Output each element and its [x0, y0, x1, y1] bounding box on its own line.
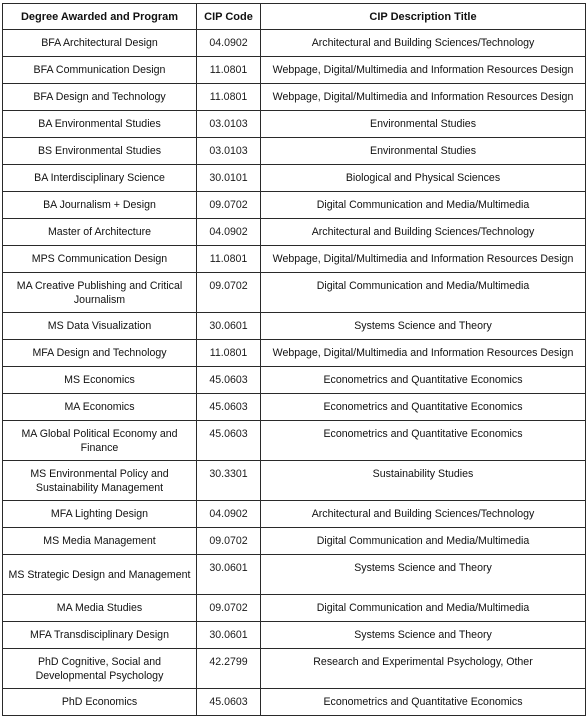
cip-code-cell: 42.2799: [197, 649, 261, 689]
table-row: [3, 57, 586, 84]
program-cell: MA Economics: [3, 394, 197, 421]
cip-title-cell: Environmental Studies: [261, 111, 586, 138]
program-cell: BFA Architectural Design: [3, 30, 197, 57]
cip-code-cell: 30.0601: [197, 555, 261, 595]
cip-code-cell: 04.0902: [197, 30, 261, 57]
cip-title-cell: Sustainability Studies: [261, 461, 586, 501]
cip-title-cell: Econometrics and Quantitative Economics: [261, 689, 586, 716]
table-row: [3, 192, 586, 219]
header-program: Degree Awarded and Program: [3, 4, 197, 30]
cip-title-cell: Architectural and Building Sciences/Technology: [261, 501, 586, 528]
cip-title-cell: Webpage, Digital/Multimedia and Information Resources Design: [261, 246, 586, 273]
cip-title-cell: Webpage, Digital/Multimedia and Information Resources Design: [261, 57, 586, 84]
table-row: [3, 340, 586, 367]
table-row: [3, 555, 586, 595]
table-row: [3, 689, 586, 716]
table-row: [3, 501, 586, 528]
program-cell: MA Creative Publishing and Critical Journalism: [3, 273, 197, 313]
table-row: [3, 394, 586, 421]
cip-code-cell: 09.0702: [197, 192, 261, 219]
cip-code-cell: 09.0702: [197, 273, 261, 313]
table-row: [3, 273, 586, 313]
program-cell: BFA Design and Technology: [3, 84, 197, 111]
cip-title-cell: Environmental Studies: [261, 138, 586, 165]
cip-code-cell: 45.0603: [197, 394, 261, 421]
header-row: [3, 4, 586, 30]
cip-code-cell: 45.0603: [197, 689, 261, 716]
cip-code-cell: 30.0101: [197, 165, 261, 192]
cip-table: [2, 3, 586, 716]
program-cell: PhD Cognitive, Social and Developmental Psychology: [3, 649, 197, 689]
table-row: [3, 30, 586, 57]
table-row: [3, 461, 586, 501]
table-row: [3, 246, 586, 273]
cip-title-cell: Digital Communication and Media/Multimedia: [261, 595, 586, 622]
cip-title-cell: Systems Science and Theory: [261, 555, 586, 595]
table-row: [3, 421, 586, 461]
cip-code-cell: 30.0601: [197, 313, 261, 340]
program-cell: MS Environmental Policy and Sustainability Management: [3, 461, 197, 501]
table-row: [3, 219, 586, 246]
cip-code-cell: 04.0902: [197, 219, 261, 246]
cip-title-cell: Econometrics and Quantitative Economics: [261, 394, 586, 421]
program-cell: MS Economics: [3, 367, 197, 394]
program-cell: MS Data Visualization: [3, 313, 197, 340]
program-cell: MPS Communication Design: [3, 246, 197, 273]
cip-code-cell: 11.0801: [197, 84, 261, 111]
cip-code-cell: 11.0801: [197, 246, 261, 273]
table-row: [3, 111, 586, 138]
program-cell: MFA Transdisciplinary Design: [3, 622, 197, 649]
table-header: [3, 4, 586, 30]
program-cell: BS Environmental Studies: [3, 138, 197, 165]
cip-code-cell: 09.0702: [197, 595, 261, 622]
cip-title-cell: Econometrics and Quantitative Economics: [261, 421, 586, 461]
table-row: [3, 138, 586, 165]
program-cell: BA Journalism + Design: [3, 192, 197, 219]
table-row: [3, 622, 586, 649]
cip-code-cell: 45.0603: [197, 421, 261, 461]
program-cell: PhD Economics: [3, 689, 197, 716]
table-row: [3, 165, 586, 192]
table-row: [3, 313, 586, 340]
table-row: [3, 649, 586, 689]
cip-title-cell: Systems Science and Theory: [261, 622, 586, 649]
cip-code-cell: 45.0603: [197, 367, 261, 394]
table-body: [3, 30, 586, 716]
cip-code-cell: 03.0103: [197, 111, 261, 138]
cip-code-cell: 11.0801: [197, 57, 261, 84]
cip-title-cell: Architectural and Building Sciences/Technology: [261, 30, 586, 57]
cip-code-cell: 30.3301: [197, 461, 261, 501]
program-cell: MS Media Management: [3, 528, 197, 555]
header-cip-code: CIP Code: [197, 4, 261, 30]
program-cell: MA Global Political Economy and Finance: [3, 421, 197, 461]
table-row: [3, 84, 586, 111]
table-row: [3, 595, 586, 622]
cip-title-cell: Biological and Physical Sciences: [261, 165, 586, 192]
header-cip-title: CIP Description Title: [261, 4, 586, 30]
program-cell: BFA Communication Design: [3, 57, 197, 84]
cip-code-cell: 11.0801: [197, 340, 261, 367]
cip-code-cell: 03.0103: [197, 138, 261, 165]
cip-title-cell: Systems Science and Theory: [261, 313, 586, 340]
program-cell: BA Environmental Studies: [3, 111, 197, 138]
program-cell: BA Interdisciplinary Science: [3, 165, 197, 192]
cip-code-cell: 09.0702: [197, 528, 261, 555]
program-cell: MS Strategic Design and Management: [3, 555, 197, 595]
cip-title-cell: Webpage, Digital/Multimedia and Information Resources Design: [261, 84, 586, 111]
program-cell: MA Media Studies: [3, 595, 197, 622]
table-row: [3, 528, 586, 555]
cip-title-cell: Digital Communication and Media/Multimedia: [261, 273, 586, 313]
cip-title-cell: Econometrics and Quantitative Economics: [261, 367, 586, 394]
program-cell: MFA Lighting Design: [3, 501, 197, 528]
table-row: [3, 367, 586, 394]
cip-title-cell: Digital Communication and Media/Multimedia: [261, 528, 586, 555]
cip-title-cell: Architectural and Building Sciences/Technology: [261, 219, 586, 246]
program-cell: Master of Architecture: [3, 219, 197, 246]
cip-title-cell: Research and Experimental Psychology, Other: [261, 649, 586, 689]
cip-title-cell: Digital Communication and Media/Multimedia: [261, 192, 586, 219]
cip-code-cell: 30.0601: [197, 622, 261, 649]
cip-title-cell: Webpage, Digital/Multimedia and Information Resources Design: [261, 340, 586, 367]
program-cell: MFA Design and Technology: [3, 340, 197, 367]
cip-code-cell: 04.0902: [197, 501, 261, 528]
